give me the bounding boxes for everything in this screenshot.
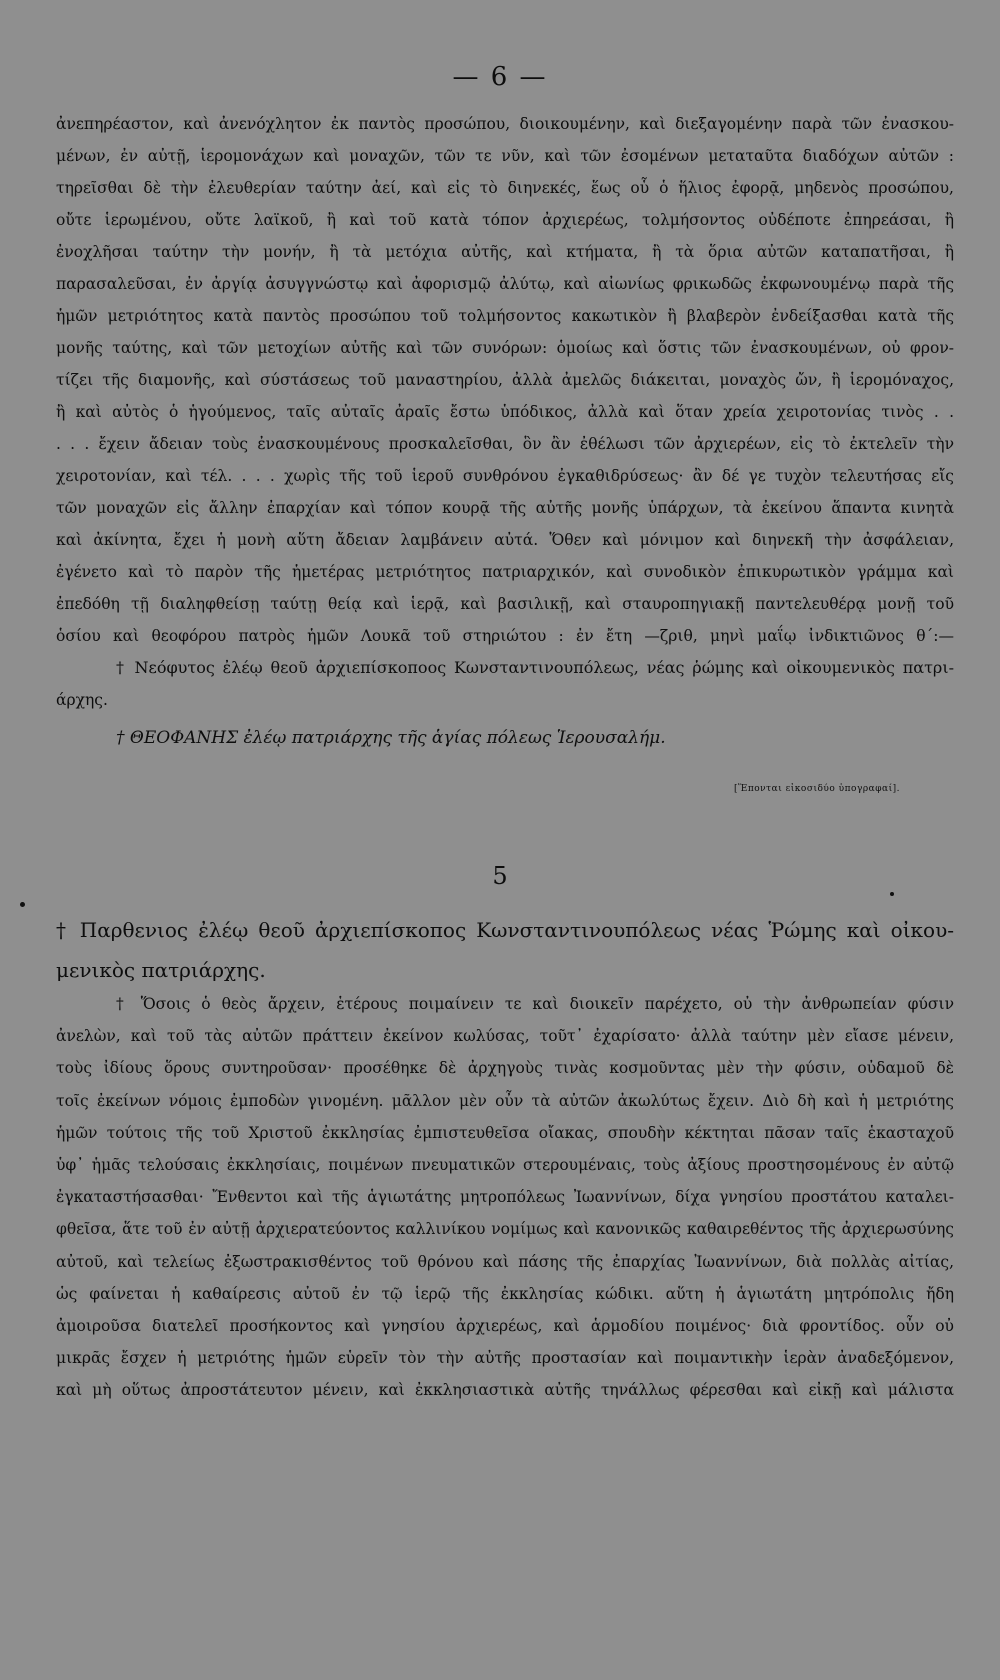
text-line: ἡμῶν μετριότητος κατὰ παντὸς προσώπου τοῦ τολμήσοντος κακωτικὸν ἢ βλαβερὸν ἐνδείξασθαι κατὰ τῆς bbox=[56, 307, 954, 325]
text-line: ὑφ᾽ ἡμᾶς τελούσαις ἐκκλησίαις, ποιμένων πνευματικῶν στερουμέναις, τοὺς ἀξίους προστησομένους ἐν αὐτῷ bbox=[56, 1155, 954, 1174]
text-line: ἀνεπηρέαστον, καὶ ἀνενόχλητον ἐκ παντὸς προσώπου, διοικουμένην, καὶ διεξαγομένην παρὰ τῶν ἐνασκου- bbox=[56, 115, 954, 133]
text-line: τῶν μοναχῶν εἰς ἄλλην ἐπαρχίαν καὶ τόπον κουρᾷ τῆς αὐτῆς μονῆς ὑπάρχων, τὰ ἐκείνου ἅπαντα κινητὰ bbox=[56, 499, 954, 517]
heading-line: μενικὸς πατριάρχης. bbox=[56, 958, 266, 982]
signature-neofytos-cont: άρχης. bbox=[56, 691, 108, 709]
text-line: μένων, ἐν αὐτῇ, ἱερομονάχων καὶ μοναχῶν, τῶν τε νῦν, καὶ τῶν ἐσομένων μεταταῦτα διαδόχων αὐτῶν : bbox=[56, 147, 954, 165]
text-line: ὡς φαίνεται ἡ καθαίρεσις αὐτοῦ ἐν τῷ ἱερῷ τῆς ἐκκλησίας κώδικι. αὕτη ἡ ἁγιωτάτη μητρόπολις ἤδη bbox=[56, 1284, 954, 1303]
section1-body bbox=[56, 108, 954, 754]
text-line: ἀνελὼν, καὶ τοῦ τὰς αὐτῶν πράττειν ἐκείνον κωλύσας, τοῦτ᾽ ἐχαρίσατο· ἀλλὰ ταύτην μὲν εἴασε μένειν, bbox=[56, 1027, 954, 1046]
ink-speck bbox=[890, 892, 894, 896]
text-line: ἐνοχλῆσαι ταύτην τὴν μονήν, ἢ τὰ μετόχια αὐτῆς, καὶ κτήματα, ἢ τὰ ὅρια αὐτῶν καταπατῆσαι, ἢ bbox=[56, 243, 954, 261]
text-line: αὐτοῦ, καὶ τελείως ἐξωστρακισθέντος τοῦ θρόνου καὶ πάσης τῆς ἐπαρχίας Ἰωαννίνων, διὰ πολλὰς αἰτίας, bbox=[56, 1252, 954, 1271]
heading-line: † Παρθενιος ἐλέῳ θεοῦ ἀρχιεπίσκοπος Κωνσταντινουπόλεως νέας Ῥώμης καὶ οἰκου- bbox=[56, 918, 954, 942]
signatures-note: [Ἕπονται εἰκοσιδύο ὑπογραφαί]. bbox=[734, 784, 900, 794]
text-line: τοῖς ἐκείνων νόμοις ἐμποδὼν γινομένη. μᾶλλον μὲν οὖν τὰ αὐτῶν ἀκωλύτως ἔχειν. Διὸ δὴ καὶ ἡ μετριότης bbox=[56, 1091, 954, 1110]
text-line: ἐπεδόθη τῇ διαληφθείσῃ ταύτῃ θείᾳ καὶ ἱερᾷ, καὶ βασιλικῇ, καὶ σταυροπηγιακῇ παντελευθέρᾳ μονῇ τοῦ bbox=[56, 595, 954, 613]
document-heading bbox=[56, 910, 954, 990]
text-line: ἡμῶν τούτοις τῆς τοῦ Χριστοῦ ἐκκλησίας ἐμπιστευθεῖσα οἴακας, σπουδὴν κέκτηται πᾶσαν ταῖς ἑκασταχοῦ bbox=[56, 1123, 954, 1142]
text-line: ἀμοιροῦσα διατελεῖ προσήκοντος καὶ γνησίου ἀρχιερέως, καὶ ἁρμοδίου ποιμένος· διὰ φροντίδος. οὖν οὐ bbox=[56, 1316, 954, 1335]
text-line: τηρεῖσθαι δὲ τὴν ἐλευθερίαν ταύτην ἀεί, καὶ εἰς τὸ διηνεκές, ἕως οὗ ὁ ἥλιος ἐφορᾷ, μηδενὸς προσώπου, bbox=[56, 179, 954, 197]
ink-speck bbox=[20, 902, 25, 907]
text-line: χειροτονίαν, καὶ τέλ. . . . χωρὶς τῆς τοῦ ἱεροῦ συνθρόνου ἐγκαθιδρύσεως· ἂν δέ γε τυχὸν τελευτήσας εἴς bbox=[56, 467, 954, 485]
text-line: τοὺς ἰδίους ὅρους συντηροῦσαν· προσέθηκε δὲ ἀρχηγοὺς τινὰς κοσμοῦντας μὲν τὴν φύσιν, οὐδαμοῦ δὲ bbox=[56, 1059, 954, 1078]
text-line: καὶ μὴ οὕτως ἀπροστάτευτον μένειν, καὶ ἐκκλησιαστικὰ αὐτῆς τηνάλλως φέρεσθαι καὶ εἰκῇ καὶ μάλιστα bbox=[56, 1381, 954, 1400]
text-line: † Ὅσοις ὁ θεὸς ἄρχειν, ἑτέρους ποιμαίνειν τε καὶ διοικεῖν παρέχετο, οὐ τὴν ἀνθρωπείαν φύσιν bbox=[116, 995, 954, 1013]
text-line: καὶ ἀκίνητα, ἔχει ἡ μονὴ αὕτη ἄδειαν λαμβάνειν αὐτά. Ὅθεν καὶ μόνιμον καὶ διηνεκῆ τὴν ἀσφάλειαν, bbox=[56, 531, 954, 549]
section2-body bbox=[56, 988, 954, 1406]
text-line: . . . ἔχειν ἄδειαν τοὺς ἐνασκουμένους προσκαλεῖσθαι, ὃν ἂν ἐθέλωσι τῶν ἀρχιερέων, εἰς τὸ ἐκτελεῖν τὴν bbox=[56, 435, 954, 453]
text-line: μικρᾶς ἔσχεν ἡ μετριότης ἡμῶν εὑρεῖν τὸν τὴν αὐτῆς προστασίαν καὶ ποιμαντικὴν ἱερὰν ἀναδεξόμενον, bbox=[56, 1349, 954, 1368]
text-line: παρασαλεῦσαι, ἐν ἀργίᾳ ἀσυγγνώστῳ καὶ ἀφορισμῷ ἀλύτῳ, καὶ αἰωνίως φρικωδῶς ἐκφωνουμένῳ παρὰ τῆς bbox=[56, 275, 954, 293]
signature-theofanis: † ΘΕΟΦΑΝΗΣ ἐλέῳ πατριάρχης τῆς ἁγίας πόλεως Ἱερουσαλήμ. bbox=[116, 728, 666, 748]
page-number: — 6 — bbox=[452, 62, 548, 92]
document-number: 5 bbox=[492, 862, 508, 890]
text-line: τίζει τῆς διαμονῆς, καὶ σύστάσεως τοῦ μαναστηρίου, ἀλλὰ ἀμελῶς διάκειται, μοναχὸς ὤν, ἢ ἱερομόναχος, bbox=[56, 371, 954, 389]
signature-neofytos: † Νεόφυτος ἐλέῳ θεοῦ ἀρχιεπίσκοποος Κωνσταντινουπόλεως, νέας ῥώμης καὶ οἰκουμενικὸς πατρι- bbox=[116, 658, 954, 677]
text-line: ἐγένετο καὶ τὸ παρὸν τῆς ἡμετέρας μετριότητος πατριαρχικόν, καὶ συνοδικὸν ἐπικυρωτικὸν γράμμα καὶ bbox=[56, 563, 954, 581]
text-line: ὁσίου καὶ θεοφόρου πατρὸς ἡμῶν Λουκᾶ τοῦ στηριώτου : ἐν ἔτη —ζριθ, μηνὶ μαΐῳ ἰνδικτιῶνος θ΄:— bbox=[56, 627, 954, 645]
text-line: οὔτε ἱερωμένου, οὔτε λαϊκοῦ, ἢ καὶ τοῦ κατὰ τόπον ἀρχιερέως, τολμήσοντος οὐδέποτε ἐπηρεάσαι, ἢ bbox=[56, 211, 954, 229]
text-line: φθεῖσα, ἅτε τοῦ ἐν αὐτῇ ἀρχιερατεύοντος καλλινίκου νομίμως καὶ κανονικῶς καθαιρεθέντος τῆς ἀρχιερωσύνης bbox=[56, 1220, 954, 1239]
text-line: ἐγκαταστήσασθαι· Ἔνθεντοι καὶ τῆς ἁγιωτάτης μητροπόλεως Ἰωαννίνων, δίχα γνησίου προστάτου καταλει- bbox=[56, 1188, 954, 1207]
text-line: ἢ καὶ αὐτὸς ὁ ἡγούμενος, ταῖς αὐταῖς ἀραῖς ἔστω ὑπόδικος, ἀλλὰ καὶ ὅταν χρεία χειροτονίας τινὸς . . bbox=[56, 403, 954, 421]
text-line: μονῆς ταύτης, καὶ τῶν μετοχίων αὐτῆς καὶ τῶν συνόρων: ὁμοίως καὶ ὅστις τῶν ἐνασκουμένων, οὐ φρον- bbox=[56, 339, 954, 357]
